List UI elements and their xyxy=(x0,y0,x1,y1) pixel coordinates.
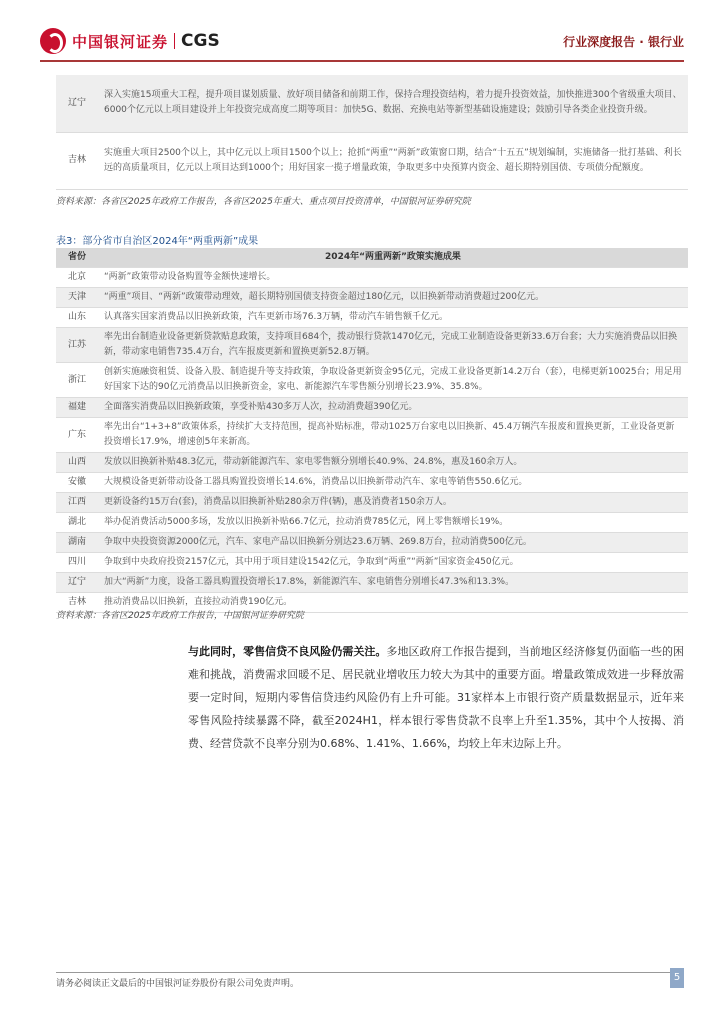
region-cell: 四川 xyxy=(56,553,98,573)
paragraph-lead: 与此同时，零售信贷不良风险仍需关注。 xyxy=(188,645,387,658)
content-cell: 实施重大项目2500个以上，其中亿元以上项目1500个以上；抢抓“两重”“两新”政策窗口期，结合“十五五”规划编制，实施储备一批打基础、利长远的高质量项目，亿元以上项目达到1000个；用好国家一揽子增量政策，争取更多中央预算内资金、超长期特别国债、专项债分配额度。 xyxy=(98,132,688,189)
table-row xyxy=(56,418,688,453)
table-header-row xyxy=(56,248,688,268)
content-cell: 争取中央投资资源2000亿元，汽车、家电产品以旧换新分别达23.6万辆、269.8万台，拉动消费500亿元。 xyxy=(98,533,688,553)
region-cell: 福建 xyxy=(56,398,98,418)
region-cell: 辽宁 xyxy=(56,75,98,132)
table-row xyxy=(56,493,688,513)
content-cell: 加大“两新”力度，设备工器具购置投资增长17.8%，新能源汽车、家电销售分别增长47.3%和13.3%。 xyxy=(98,573,688,593)
content-cell: 更新设备约15万台(套)，消费品以旧换新补贴280余万件(辆)，惠及消费者150余万人。 xyxy=(98,493,688,513)
region-cell: 浙江 xyxy=(56,363,98,398)
logo-divider xyxy=(174,33,175,49)
header-divider xyxy=(40,60,684,62)
region-cell: 北京 xyxy=(56,268,98,288)
header-region: 省份 xyxy=(56,248,98,268)
footer-disclaimer: 请务必阅读正文最后的中国银河证券股份有限公司免责声明。 xyxy=(56,979,300,989)
region-cell: 江西 xyxy=(56,493,98,513)
table-row xyxy=(56,513,688,533)
content-cell: 争取到中央政府投资2157亿元，其中用于项目建设1542亿元，争取到“两重”“两新”国家资金450亿元。 xyxy=(98,553,688,573)
logo-icon xyxy=(40,28,66,54)
table-row xyxy=(56,75,688,132)
region-cell: 山西 xyxy=(56,453,98,473)
content-cell: 率先出台“1+3+8”政策体系，持续扩大支持范围，提高补贴标准，带动1025万台家电以旧换新、45.4万辆汽车报废和置换更新，工业设备更新投资增长17.9%，增速创5年来新高。 xyxy=(98,418,688,453)
table3-title: 表3：部分省市自治区2024年“两重两新”成果 xyxy=(56,236,259,247)
content-cell: 推动消费品以旧换新，直接拉动消费190亿元。 xyxy=(98,593,688,613)
region-cell: 辽宁 xyxy=(56,573,98,593)
content-cell: 发放以旧换新补贴48.3亿元，带动新能源汽车、家电零售额分别增长40.9%、24.8%，惠及160余万人。 xyxy=(98,453,688,473)
region-cell: 江苏 xyxy=(56,328,98,363)
page-header xyxy=(0,0,724,60)
logo-text-en: CGS xyxy=(181,31,220,51)
table-row xyxy=(56,268,688,288)
content-cell: 率先出台制造业设备更新贷款贴息政策，支持项目684个，拨动银行贷款1470亿元，完成工业制造设备更新33.6万台套；大力实施消费品以旧换新，带动家电销售735.4万台，汽车报废更新和置换更新52.8万辆。 xyxy=(98,328,688,363)
table-row xyxy=(56,553,688,573)
table-row xyxy=(56,328,688,363)
table-row xyxy=(56,453,688,473)
table3 xyxy=(56,248,688,613)
report-type: 行业深度报告 · 银行业 xyxy=(563,35,684,49)
region-cell: 天津 xyxy=(56,288,98,308)
content-cell: 创新实施融资租赁、设备入股、制造提升等支持政策，争取设备更新资金95亿元，完成工业设备更新14.2万台（套），电梯更新10025台；用足用好国家下达的90亿元消费品以旧换新资金，家电、新能源汽车零售额分别增长23.9%、35.8%。 xyxy=(98,363,688,398)
content-cell: 大规模设备更新带动设备工器具购置投资增长14.6%，消费品以旧换新带动汽车、家电等销售550.6亿元。 xyxy=(98,473,688,493)
region-cell: 湖北 xyxy=(56,513,98,533)
content-cell: 全面落实消费品以旧换新政策，享受补贴430多万人次，拉动消费超390亿元。 xyxy=(98,398,688,418)
content-cell: 深入实施15项重大工程，提升项目谋划质量、放好项目储备和前期工作，保持合理投资结构，着力提升投资效益，加快推进300个省级重大项目、6000个亿元以上项目建设并上年投资完成高度二期等项目：加快5G、数据、充换电站等新型基础设施建设；鼓励引导各类企业投资升级。 xyxy=(98,75,688,132)
company-logo xyxy=(40,28,220,54)
table-row xyxy=(56,288,688,308)
table2-source: 资料来源：各省区2025年政府工作报告，各省区2025年重大、重点项目投资清单，中国银河证券研究院 xyxy=(56,197,471,207)
header-result: 2024年“两重两新”政策实施成果 xyxy=(98,248,688,268)
content-cell: “两新”政策带动设备购置等金额快速增长。 xyxy=(98,268,688,288)
region-cell: 山东 xyxy=(56,308,98,328)
content-cell: “两重”项目、“两新”政策带动理效，超长期特别国债支持资金超过180亿元，以旧换新带动消费超过200亿元。 xyxy=(98,288,688,308)
region-cell: 吉林 xyxy=(56,593,98,613)
region-cell: 安徽 xyxy=(56,473,98,493)
table-row xyxy=(56,398,688,418)
table-row xyxy=(56,308,688,328)
body-paragraph xyxy=(188,640,684,755)
region-cell: 湖南 xyxy=(56,533,98,553)
table3-source: 资料来源：各省区2025年政府工作报告，中国银河证券研究院 xyxy=(56,611,304,621)
page-number: 5 xyxy=(670,968,684,988)
footer-divider xyxy=(56,972,684,973)
region-cell: 吉林 xyxy=(56,132,98,189)
content-cell: 举办促消费活动5000多场，发放以旧换新补贴66.7亿元，拉动消费785亿元，网上零售额增长19%。 xyxy=(98,513,688,533)
paragraph-text: 多地区政府工作报告提到，当前地区经济修复仍面临一些的困难和挑战，消费需求回暖不足、居民就业增收压力较大为其中的重要方面。增量政策成效进一步释放需要一定时间，短期内零售信贷违约风险仍有上升可能。31家样本上市银行资产质量数据显示，近年来零售风险持续暴露不降，截至2024H1，样本银行零售贷款不良率上升至1.35%，其中个人按揭、消费、经营贷款不良率分别为0.68%、1.41%、1.66%，均较上年末边际上升。 xyxy=(188,645,685,750)
region-cell: 广东 xyxy=(56,418,98,453)
table-row xyxy=(56,473,688,493)
table-row xyxy=(56,363,688,398)
table-row xyxy=(56,573,688,593)
logo-text-cn: 中国银河证券 xyxy=(72,32,169,51)
table2-continued xyxy=(56,75,688,190)
table-row xyxy=(56,533,688,553)
content-cell: 认真落实国家消费品以旧换新政策，汽车更新市场76.3万辆，带动汽车销售额千亿元。 xyxy=(98,308,688,328)
table-row xyxy=(56,132,688,189)
